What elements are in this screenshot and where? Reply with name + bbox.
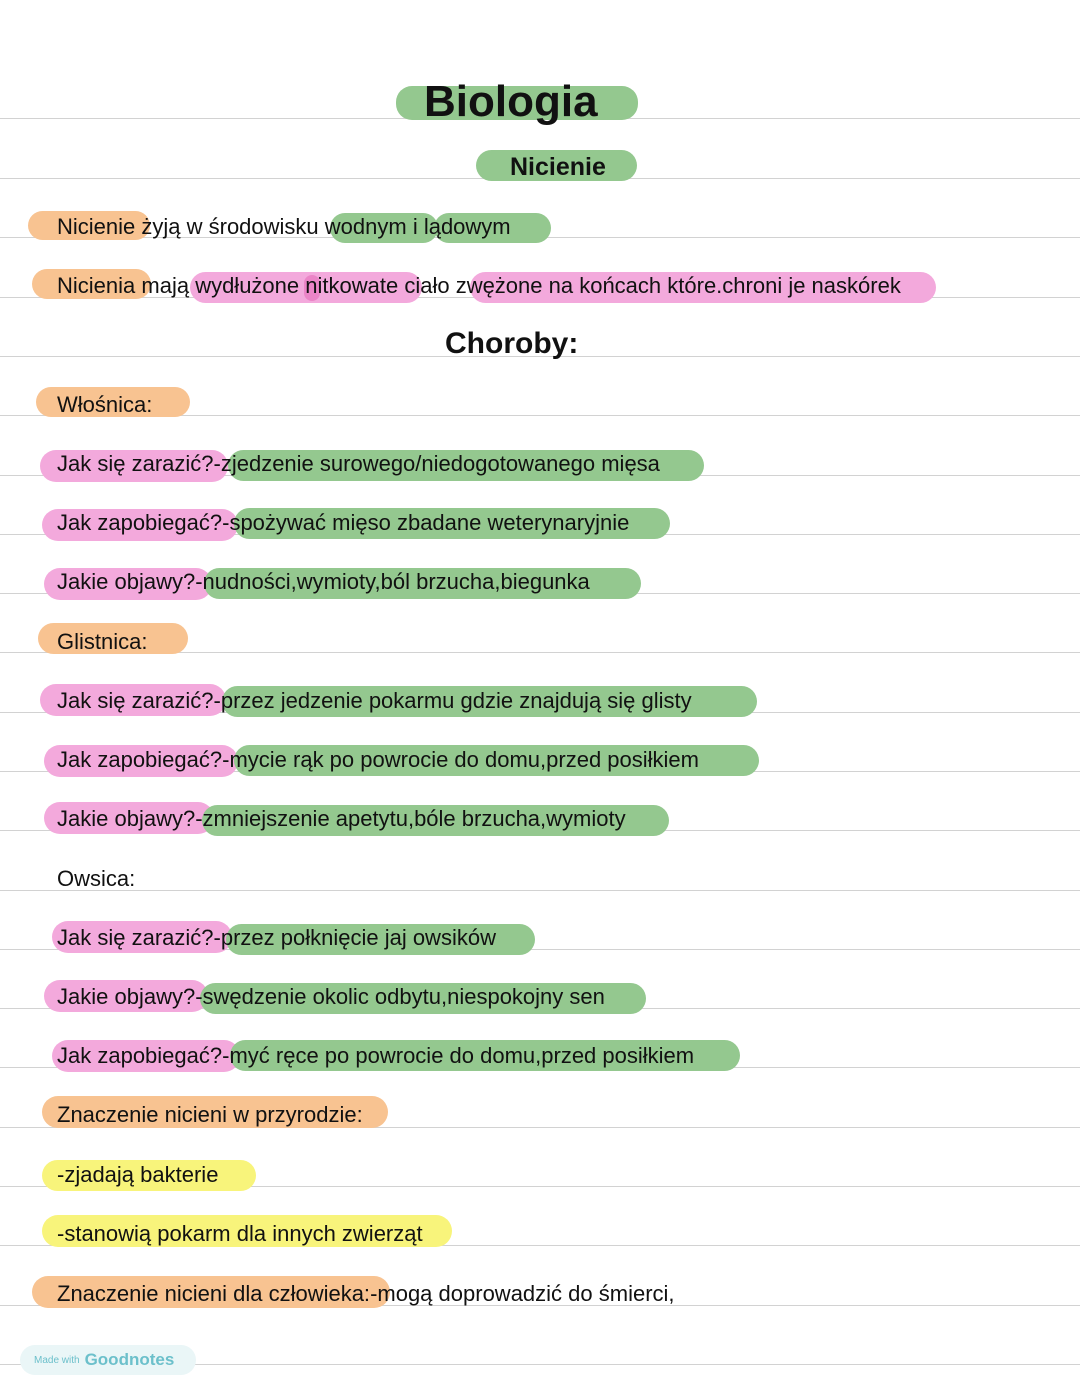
qa-row: Jakie objawy?-nudności,wymioty,ból brzucha,biegunka (57, 569, 590, 594)
page-subtitle: Nicienie (510, 153, 606, 181)
qa-row: Jak się zarazić?-zjedzenie surowego/niedogotowanego mięsa (57, 451, 660, 476)
nature-item: -stanowią pokarm dla innych zwierząt (57, 1221, 423, 1246)
qa-row: Jak się zarazić?-przez połknięcie jaj owsików (57, 925, 496, 950)
nature-item: -zjadają bakterie (57, 1162, 219, 1187)
disease-name: Glistnica: (57, 629, 148, 654)
qa-row: Jak zapobiegać?-mycie rąk po powrocie do domu,przed posiłkiem (57, 747, 699, 772)
page-title: Biologia (424, 77, 598, 126)
badge-made-with: Made with (34, 1354, 80, 1366)
qa-row: Jakie objawy?-swędzenie okolic odbytu,niespokojny sen (57, 984, 605, 1009)
qa-row: Jakie objawy?-zmniejszenie apetytu,bóle brzucha,wymioty (57, 806, 626, 831)
qa-row: Jak zapobiegać?-spożywać mięso zbadane weterynaryjnie (57, 510, 630, 535)
intro-line-1: Nicienie żyją w środowisku wodnym i lądowym (57, 214, 511, 239)
qa-row: Jak się zarazić?-przez jedzenie pokarmu gdzie znajdują się glisty (57, 688, 692, 713)
nature-heading: Znaczenie nicieni w przyrodzie: (57, 1102, 363, 1127)
section-heading: Choroby: (445, 327, 579, 360)
human-significance: Znaczenie nicieni dla człowieka:-mogą doprowadzić do śmierci, (57, 1281, 675, 1306)
qa-row: Jak zapobiegać?-myć ręce po powrocie do domu,przed posiłkiem (57, 1043, 695, 1068)
disease-name: Włośnica: (57, 392, 153, 417)
goodnotes-badge (20, 1345, 196, 1375)
goodnotes-logo: Goodnotes (84, 1350, 175, 1369)
disease-name: Owsica: (57, 866, 136, 891)
intro-line-2: Nicienia mają wydłużone nitkowate ciało zwężone na końcach które.chroni je naskórek (57, 273, 901, 298)
